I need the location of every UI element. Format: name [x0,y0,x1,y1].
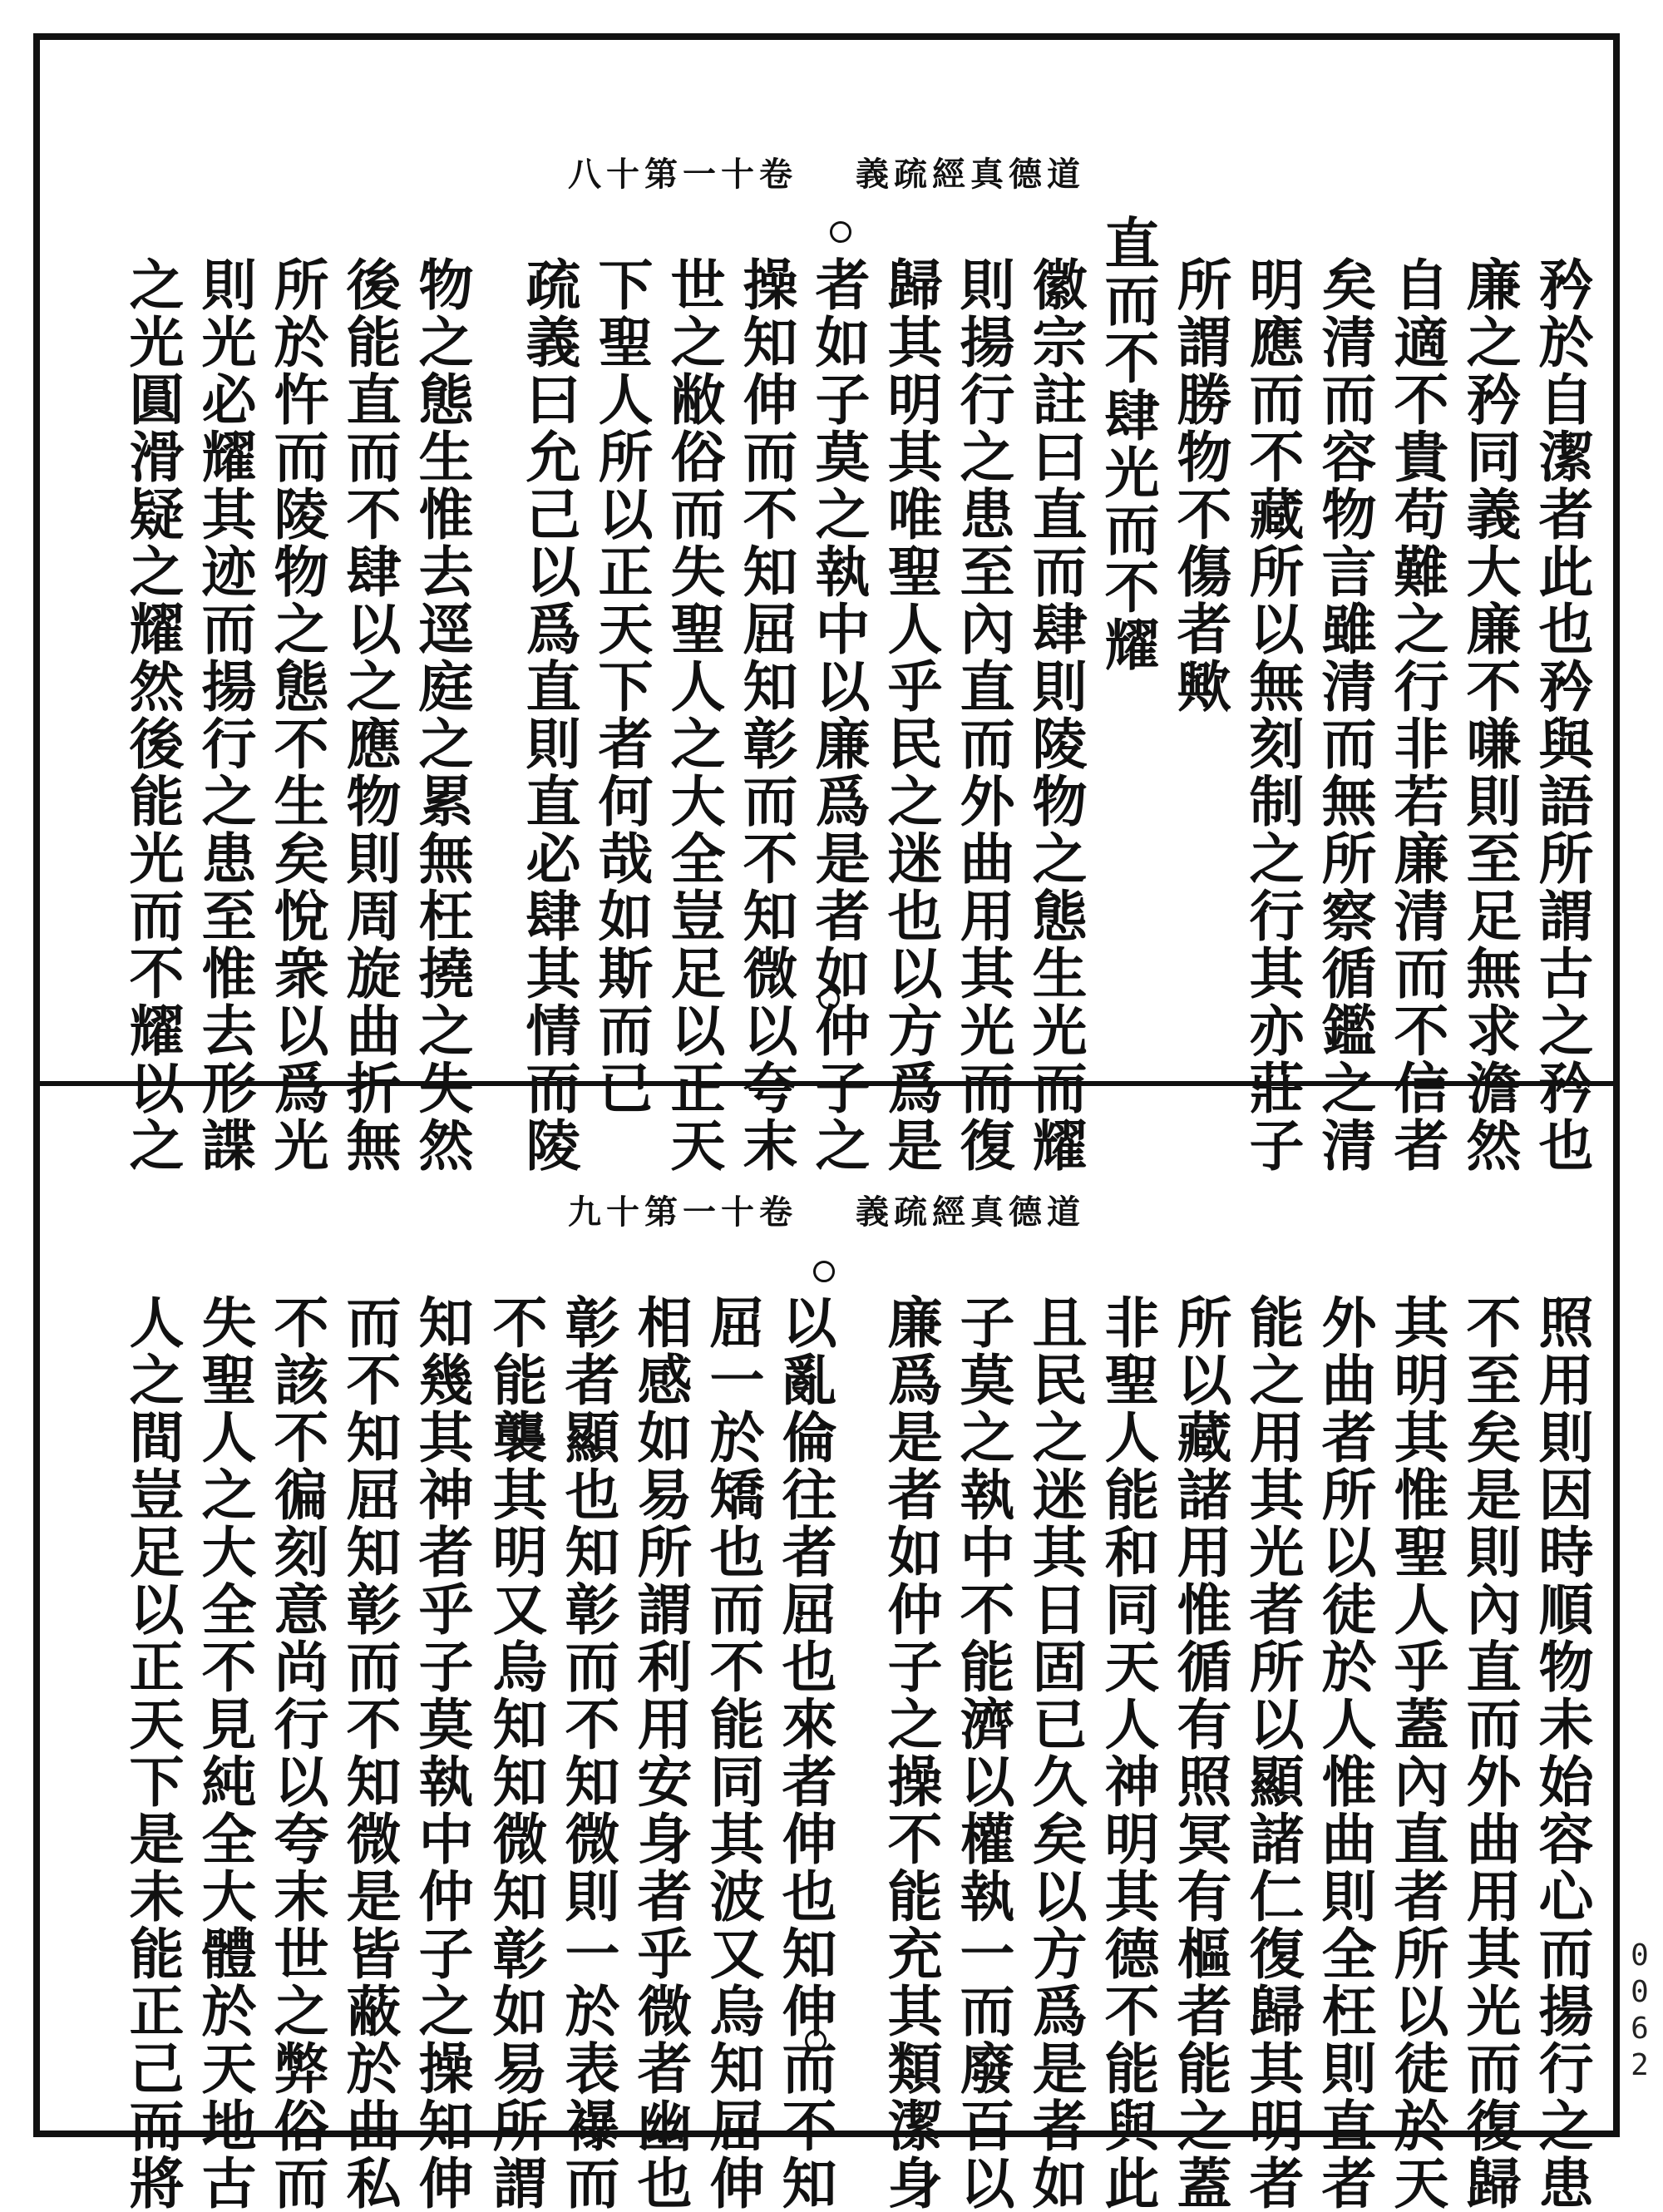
page-number: 0 0 6 2 [1631,1938,1649,2082]
top-column: 明應而不藏所以無刻制之行其亦莊子 [1240,256,1305,1174]
bottom-header-title: 義疏經真德道 [856,1192,1085,1232]
bottom-header-volume: 九十第一十卷 [568,1192,797,1232]
bottom-column: 屈一於矯也而不能同其波又烏知屈伸 [700,1294,765,2212]
top-column: 所謂勝物不傷者歟 [1167,256,1232,715]
top-column: 疏義曰允己以爲直則直必肆其情而陵 [516,256,581,1174]
top-column: 之光圓滑疑之耀然後能光而不耀以之 [120,256,185,1174]
bottom-column: 能之用其光者所以顯諸仁復歸其明者 [1240,1294,1305,2212]
top-column: 矜於自潔者此也矜與語所謂古之矜也 [1529,256,1594,1174]
top-column: 物之態生惟去逕庭之累無枉撓之失然 [409,256,474,1174]
bottom-column: 子莫之執中不能濟以權執一而廢百以 [950,1294,1015,2212]
top-column: 自適不貴苟難之行非若廉清而不信者 [1384,256,1449,1174]
bottom-column: 廉爲是者如仲子之操不能充其類潔身 [878,1294,943,2212]
bottom-column: 不至矣是則內直而外曲用其光而復歸 [1457,1294,1522,2212]
top-header-title: 義疏經真德道 [856,155,1085,194]
top-column: 下聖人所以正天下者何哉如斯而已 [589,256,654,1117]
bottom-column: 以亂倫往者屈也來者伸也知伸而不知 [772,1294,837,2212]
bottom-panel-header [40,1186,1613,1232]
top-column: 者如子莫之執中以廉爲是者如仲子之 [806,256,871,1174]
bottom-column: 人之間豈足以正天下是未能正己而將 [120,1294,185,2212]
top-column: 徽宗註曰直而肆則陵物之態生光而耀 [1023,256,1088,1174]
top-column: 矣清而容物言雖清而無所察循鑑之清 [1312,256,1377,1174]
top-column: 後能直而不肆以之應物則周旋曲折無 [337,256,402,1174]
top-column: 則光必耀其迹而揚行之患至惟去形諜 [192,256,257,1174]
bottom-panel [40,1086,1613,2212]
top-panel [40,40,1613,1174]
top-column: 操知伸而不知屈知彰而不知微以夸末 [733,256,798,1174]
top-column: 世之敝俗而失聖人之大全豈足以正天 [661,256,726,1174]
bottom-column: 而不知屈知彰而不知微是皆蔽於曲私 [337,1294,402,2212]
bottom-column: 不能襲其明又烏知知微知彰如易所謂 [483,1294,548,2212]
bottom-column: 外曲者所以徒於人惟曲則全枉則直者 [1312,1294,1377,2212]
top-column: 所於忤而陵物之態不生矣悅衆以爲光 [264,256,329,1174]
bottom-column: 照用則因時順物未始容心而揚行之患 [1529,1294,1594,2212]
bottom-column: 不該不徧刻意尚行以夸末世之弊俗而 [264,1294,329,2212]
top-column: 廉之矜同義大廉不嗛則至足無求澹然 [1457,256,1522,1174]
bottom-column: 其明其惟聖人乎蓋內直者所以徒於天 [1384,1294,1449,2212]
top-marker-circle-1 [830,221,851,243]
bottom-column: 且民之迷其日固已久矣以方爲是者如 [1023,1294,1088,2212]
top-panel-header [40,148,1613,194]
bottom-column: 失聖人之大全不見純全大體於天地古 [192,1294,257,2212]
bottom-column: 所以藏諸用惟循有照冥有樞者能之蓋 [1167,1294,1232,2212]
bottom-marker-circle-1 [813,1261,835,1282]
bottom-column: 彰者顯也知彰而不知微則一於表襮而 [555,1294,620,2212]
top-column: 直而不肆光而不耀 [1095,215,1160,674]
top-column: 歸其明其唯聖人乎民之迷也以方爲是 [878,256,943,1174]
bottom-column: 非聖人能和同天人神明其德不能與此 [1095,1294,1160,2212]
top-header-volume: 八十第一十卷 [568,155,797,194]
bottom-column: 知幾其神者乎子莫執中仲子之操知伸 [409,1294,474,2212]
bottom-column: 相感如易所謂利用安身者乎微者幽也 [628,1294,693,2212]
top-column: 則揚行之患至內直而外曲用其光而復 [950,256,1015,1174]
